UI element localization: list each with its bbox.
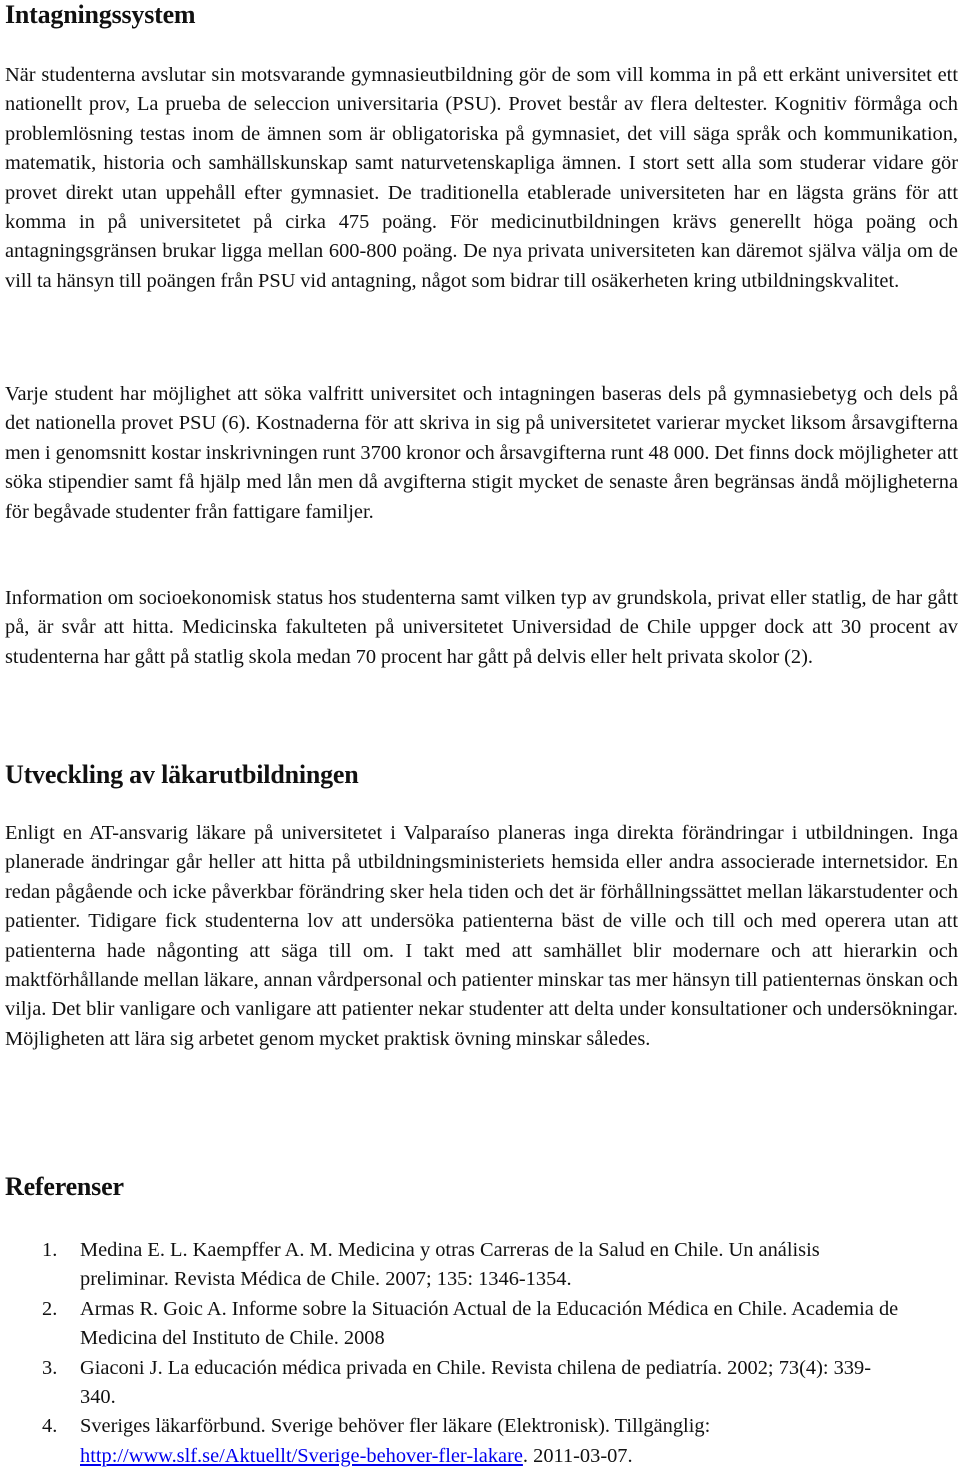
reference-number: 3. xyxy=(42,1356,58,1379)
section-heading-development: Utveckling av läkarutbildningen xyxy=(5,760,359,789)
reference-number: 4. xyxy=(42,1415,58,1438)
reference-link[interactable]: http://www.slf.se/Aktuellt/Sverige-behover-fler-lakare xyxy=(80,1444,523,1467)
intake-paragraph-2: Varje student har möjlighet att söka valfritt universitet och intagningen baseras dels på gymnasiebetyg och dels på det nationella provet PSU (6). Kostnaderna för att skriva in sig på universitetet varierar mycket liksom årsavgifterna men i genomsnitt kostar inskrivningen runt 3700 kronor och årsavgifterna runt 48 000. Det finns dock möjligheter att söka stipendier samt få hjälp med lån men då avgifterna stigit mycket de senaste åren begränsas ändå möjligheterna för begåvade studenter från fattigare familjer. xyxy=(5,383,958,523)
reference-text: Sveriges läkarförbund. Sverige behöver fler läkare (Elektronisk). Tillgänglig: xyxy=(80,1415,711,1438)
reference-text: Giaconi J. La educación médica privada en Chile. Revista chilena de pediatría. 2002; 73(4): 339-340. xyxy=(80,1356,871,1409)
reference-item xyxy=(5,1354,905,1413)
reference-text: Medina E. L. Kaempffer A. M. Medicina y otras Carreras de la Salud en Chile. Un análisis preliminar. Revista Médica de Chile. 2007; 135: 1346-1354. xyxy=(80,1239,820,1291)
section-heading-intake: Intagningssystem xyxy=(5,0,196,29)
reference-item xyxy=(5,1295,905,1354)
reference-text: Armas R. Goic A. Informe sobre la Situación Actual de la Educación Médica en Chile. Academia de Medicina del Instituto de Chile. 2008 xyxy=(80,1297,899,1350)
development-paragraph-1: Enligt en AT-ansvarig läkare på universitetet i Valparaíso planeras inga direkta förändringar i utbildningen. Inga planerade ändringar går heller att hitta på utbildningsministeriets hemsida eller andra associerade internetsidor. En redan pågående och icke påverkbar förändring sker hela tiden och det är förhållningssättet mellan läkarstudenter och patienter. Tidigare fick studenterna lov att undersöka patienterna bäst de ville och till och med operera utan att patienterna hade någonting att säga till om. I takt med att samhället blir modernare och att hierarkin och maktförhållande mellan läkare, annan vårdpersonal och patienter minskar tas mer hänsyn till patienternas önskan och vilja. Det blir vanligare och vanligare att patienter nekar studenter att delta under konsultationer och undersökningar. Möjligheten att lära sig arbetet genom mycket praktisk övning minskar således. xyxy=(5,822,958,1050)
reference-date: . 2011-03-07. xyxy=(522,1444,633,1467)
intake-paragraph-3: Information om socioekonomisk status hos studenterna samt vilken typ av grundskola, privat eller statlig, de har gått på, är svår att hitta. Medicinska fakulteten på universitetet Universidad de Chile uppger dock att 30 procent av studenterna har gått på statlig skola medan 70 procent har gått på delvis eller helt privata skolor (2). xyxy=(5,587,958,668)
reference-item xyxy=(5,1412,905,1471)
section-heading-references: Referenser xyxy=(5,1172,124,1201)
reference-list xyxy=(5,1236,905,1471)
reference-number: 1. xyxy=(42,1239,58,1261)
reference-item xyxy=(5,1236,905,1295)
intake-paragraph-1: När studenterna avslutar sin motsvarande gymnasieutbildning gör de som vill komma in på ett erkänt universitet ett nationellt prov, La prueba de seleccion universitaria (PSU). Provet består av flera deltester. Kognitiv förmåga och problemlösning testas inom de ämnen som är obligatoriska på gymnasiet, det vill säga språk och kommunikation, matematik, historia och samhällskunskap samt naturvetenskapliga ämnen. I stort sett alla som studerar vidare gör provet direkt utan uppehåll efter gymnasiet. De traditionella etablerade universiteten har en lägsta gräns för att komma in på universitetet på cirka 475 poäng. För medicinutbildningen krävs generellt höga poäng och antagningsgränsen brukar ligga mellan 600-800 poäng. De nya privata universiteten kan däremot själva välja om de vill ta hänsyn till poängen från PSU vid antagning, något som bidrar till osäkerheten kring utbildningskvalitet. xyxy=(5,64,958,292)
reference-number: 2. xyxy=(42,1297,58,1320)
